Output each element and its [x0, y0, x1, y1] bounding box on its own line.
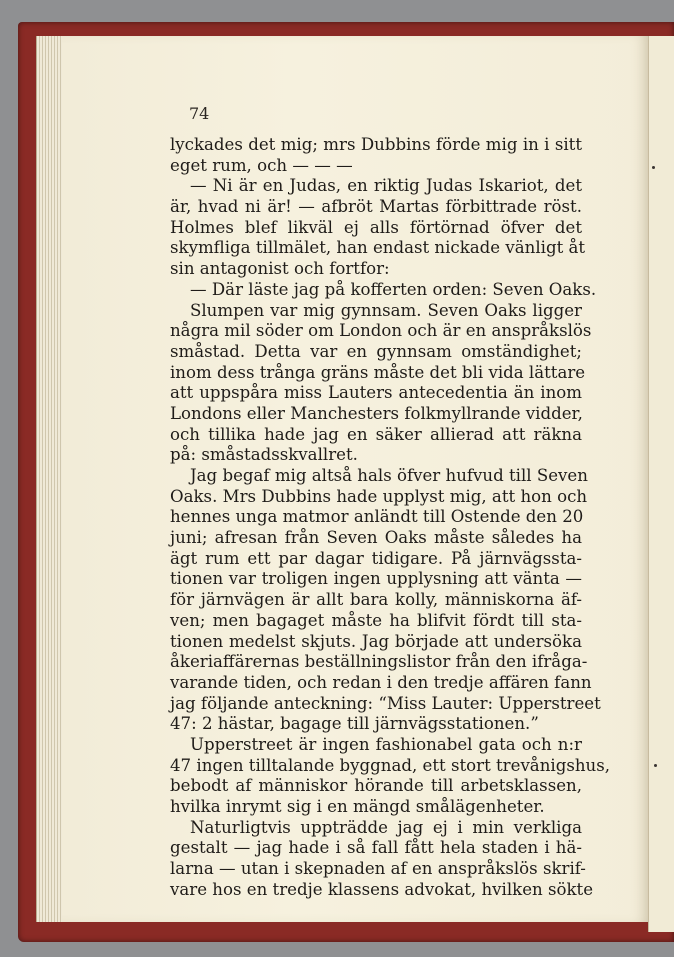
- text-line: sin antagonist och fortfor:: [170, 259, 390, 279]
- text-line: åkeriaffärernas beställningslistor från den ifråga-: [170, 652, 588, 672]
- page-number: 74: [189, 104, 210, 123]
- text-line: bebodt af människor hörande till arbetsklassen,: [170, 776, 582, 796]
- text-line: eget rum, och — — —: [170, 155, 353, 175]
- text-line: och tillika hade jag en säker allierad att räkna: [170, 424, 582, 444]
- text-line: juni; afresan från Seven Oaks måste således ha: [170, 528, 582, 548]
- text-line: varande tiden, och redan i den tredje affären fann: [170, 672, 592, 692]
- text-line: några mil söder om London och är en anspråkslös: [170, 321, 592, 341]
- text-line: gestalt — jag hade i så fall fått hela staden i hä-: [170, 838, 582, 858]
- text-line: Londons eller Manchesters folkmyllrande vidder,: [170, 403, 583, 423]
- text-line: 47 ingen tilltalande byggnad, ett stort trevånigshus,: [170, 755, 611, 775]
- body-text: [170, 135, 611, 900]
- text-line: Jag begaf mig altså hals öfver hufvud till Seven: [190, 466, 588, 485]
- text-line: att uppspåra miss Lauters antecedentia än inom: [170, 383, 582, 403]
- text-line: är, hvad ni är! — afbröt Martas förbittrade röst.: [170, 197, 582, 217]
- margin-speck: [654, 764, 657, 767]
- text-line: hvilka inrymt sig i en mängd smålägenheter.: [170, 797, 545, 816]
- text-line: på: småstadsskvallret.: [170, 445, 358, 465]
- text-line: Naturligtvis uppträdde jag ej i min verkliga: [190, 817, 582, 837]
- facing-page-edge: [648, 36, 674, 932]
- text-line: ven; men bagaget måste ha blifvit fördt till sta-: [170, 610, 582, 630]
- text-line: larna — utan i skepnaden af en anspråkslös skrif-: [170, 859, 586, 879]
- text-line: 47: 2 hästar, bagage till järnvägsstationen.”: [170, 714, 539, 734]
- text-line: ägt rum ett par dagar tidigare. På järnvägssta-: [170, 548, 582, 568]
- text-line: Slumpen var mig gynnsam. Seven Oaks ligger: [190, 300, 582, 320]
- text-line: — Ni är en Judas, en riktig Judas Iskariot, det: [190, 176, 582, 196]
- text-line: Holmes blef likväl ej alls förtörnad öfver det: [170, 217, 582, 237]
- text-line: för järnvägen är allt bara kolly, människorna äf-: [170, 590, 582, 610]
- text-line: tionen medelst skjuts. Jag började att undersöka: [170, 631, 582, 651]
- text-line: skymfliga tillmälet, han endast nickade vänligt åt: [170, 238, 586, 258]
- text-line: lyckades det mig; mrs Dubbins förde mig in i sitt: [170, 135, 582, 154]
- text-line: småstad. Detta var en gynnsam omständighet;: [170, 341, 582, 361]
- text-line: hennes unga matmor anländt till Ostende den 20: [170, 507, 584, 527]
- margin-speck: [652, 166, 655, 169]
- text-line: Oaks. Mrs Dubbins hade upplyst mig, att hon och: [170, 486, 588, 506]
- text-line: jag följande anteckning: “Miss Lauter: Upperstreet: [170, 693, 601, 713]
- text-line: inom dess trånga gräns måste det bli vida lättare: [170, 362, 586, 382]
- text-line: Upperstreet är ingen fashionabel gata och n:r: [190, 734, 582, 754]
- text-line: tionen var troligen ingen upplysning att vänta —: [170, 569, 582, 589]
- text-line: — Där läste jag på kofferten orden: Seven Oaks.: [190, 279, 597, 299]
- text-line: vare hos en tredje klassens advokat, hvilken sökte: [170, 879, 594, 899]
